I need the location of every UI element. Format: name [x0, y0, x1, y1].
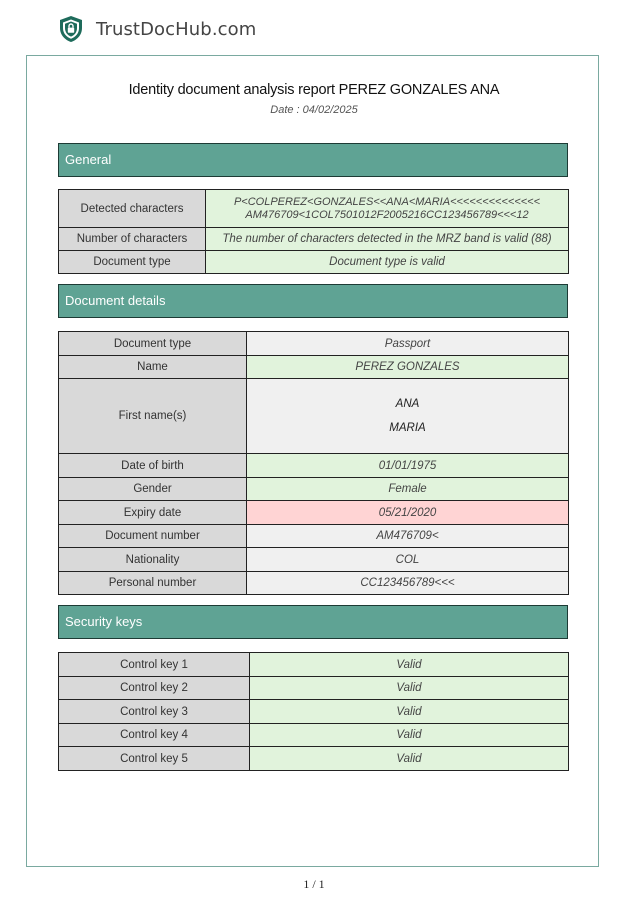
row-value: Valid [250, 653, 569, 677]
details-table [58, 331, 569, 595]
table-row [59, 332, 569, 356]
row-value: Document type is valid [206, 251, 569, 274]
row-value: 01/01/1975 [247, 454, 569, 478]
mrz-line-2: AM476709<1COL7501012F2005216CC123456789<<<12 [245, 208, 529, 221]
row-label: Document type [59, 332, 247, 356]
table-row [59, 572, 569, 595]
row-value: Female [247, 478, 569, 501]
row-label: Document type [59, 251, 206, 274]
first-name-2: MARIA [389, 422, 426, 434]
report-date: Date : 04/02/2025 [270, 104, 358, 116]
table-row [59, 228, 569, 251]
shield-lock-icon [58, 15, 84, 43]
table-row [59, 724, 569, 747]
row-value: Valid [250, 677, 569, 700]
security-table [58, 652, 569, 771]
row-label: Number of characters [59, 228, 206, 251]
section-header-general: General [58, 143, 568, 177]
first-names-value [247, 379, 569, 454]
row-value: CC123456789<<< [247, 572, 569, 595]
row-label: Control key 3 [59, 700, 250, 724]
row-value: Valid [250, 724, 569, 747]
table-row [59, 190, 569, 228]
row-label: Control key 2 [59, 677, 250, 700]
table-row [59, 700, 569, 724]
section-header-details: Document details [58, 284, 568, 318]
row-label: Document number [59, 525, 247, 548]
row-value: PEREZ GONZALES [247, 356, 569, 379]
table-row [59, 653, 569, 677]
first-name-1: ANA [395, 398, 420, 410]
row-value: COL [247, 548, 569, 572]
brand-header [58, 14, 256, 44]
row-value: Passport [247, 332, 569, 356]
row-value: The number of characters detected in the MRZ band is valid (88) [206, 228, 569, 251]
row-label: Gender [59, 478, 247, 501]
report-title: Identity document analysis report PEREZ GONZALES ANA [128, 82, 500, 98]
section-header-security: Security keys [58, 605, 568, 639]
row-label: Expiry date [59, 501, 247, 525]
row-label: Control key 5 [59, 747, 250, 771]
row-value: Valid [250, 747, 569, 771]
table-row [59, 478, 569, 501]
table-row [59, 379, 569, 454]
table-row [59, 525, 569, 548]
table-row [59, 501, 569, 525]
table-row [59, 454, 569, 478]
table-row [59, 548, 569, 572]
page-number: 1 / 1 [303, 877, 325, 891]
row-value: Valid [250, 700, 569, 724]
row-value: AM476709< [247, 525, 569, 548]
row-label: Control key 1 [59, 653, 250, 677]
table-row [59, 677, 569, 700]
row-label: Nationality [59, 548, 247, 572]
general-table [58, 189, 569, 274]
table-row [59, 356, 569, 379]
mrz-value [206, 190, 569, 228]
table-row [59, 251, 569, 274]
brand-name: TrustDocHub.com [96, 18, 257, 40]
row-label: Date of birth [59, 454, 247, 478]
row-value: 05/21/2020 [247, 501, 569, 525]
row-label: First name(s) [59, 379, 247, 454]
row-label: Personal number [59, 572, 247, 595]
table-row [59, 747, 569, 771]
row-label: Detected characters [59, 190, 206, 228]
row-label: Control key 4 [59, 724, 250, 747]
mrz-line-1: P<COLPEREZ<GONZALES<<ANA<MARIA<<<<<<<<<<<<<< [233, 195, 541, 208]
row-label: Name [59, 356, 247, 379]
